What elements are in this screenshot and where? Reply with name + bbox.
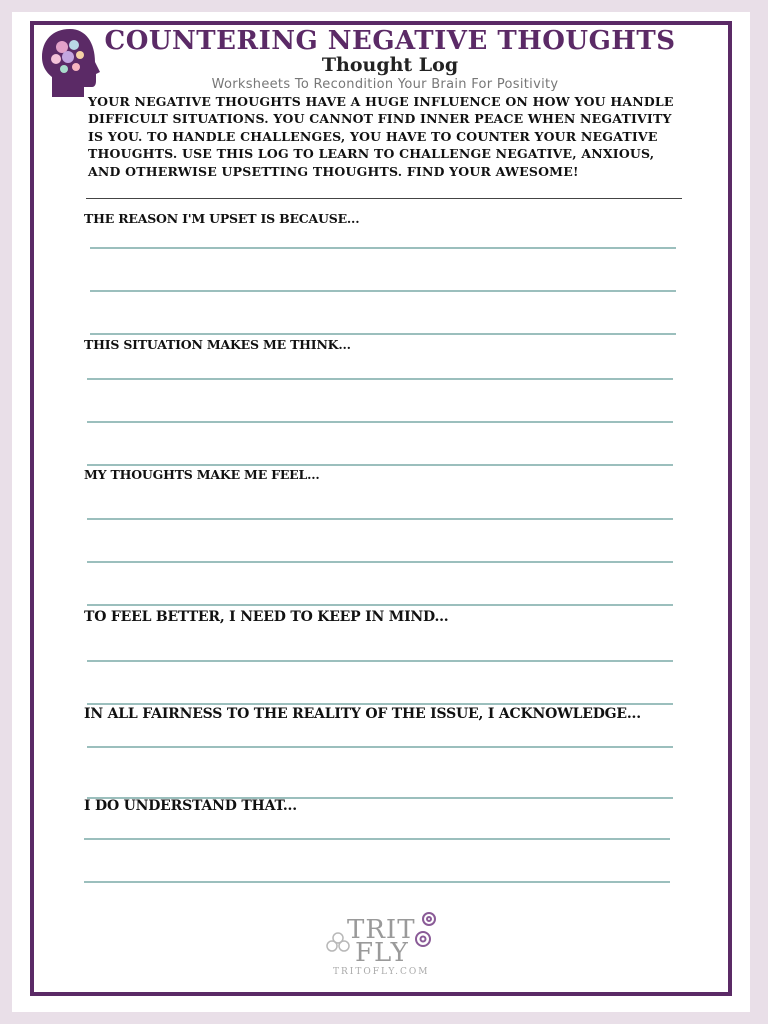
worksheet-tagline: Worksheets To Recondition Your Brain For Positivity	[211, 77, 559, 92]
prompt-thoughts-feel: MY THOUGHTS MAKE ME FEEL...	[84, 467, 320, 482]
logo-line-2: FLY	[355, 938, 409, 968]
prompt-upset-reason: THE REASON I'M UPSET IS BECAUSE...	[84, 211, 360, 226]
prompt-situation-think: THIS SITUATION MAKES ME THINK...	[84, 337, 351, 352]
intro-divider	[86, 198, 682, 199]
worksheet-title: COUNTERING NEGATIVE THOUGHTS	[104, 26, 676, 56]
logo-line-1: TRIT	[347, 915, 416, 945]
answer-line[interactable]	[87, 378, 673, 380]
answer-line[interactable]	[84, 838, 670, 840]
answer-line[interactable]	[87, 421, 673, 423]
gear-icon	[411, 909, 441, 955]
tritofly-logo	[325, 915, 445, 985]
answer-line[interactable]	[90, 247, 676, 249]
answer-line[interactable]	[90, 333, 676, 335]
prompt-feel-better: TO FEEL BETTER, I NEED TO KEEP IN MIND...	[84, 609, 449, 625]
answer-line[interactable]	[87, 746, 673, 748]
prompt-fairness-acknowledge: IN ALL FAIRNESS TO THE REALITY OF THE ISSUE, I ACKNOWLEDGE...	[84, 706, 641, 722]
answer-line[interactable]	[90, 290, 676, 292]
answer-line[interactable]	[87, 703, 673, 705]
logo-url: TRITOFLY.COM	[333, 967, 430, 977]
worksheet-subtitle: Thought Log	[321, 54, 459, 76]
intro-text: YOUR NEGATIVE THOUGHTS HAVE A HUGE INFLUENCE ON HOW YOU HANDLE DIFFICULT SITUATIONS. YOU CANNOT FIND INNER PEACE WHEN NEGATIVITY IS YOU. TO HANDLE CHALLENGES, YOU HAVE TO COUNTER YOUR NEGATIVE THOUGHTS. USE THIS LOG TO LEARN TO CHALLENGE NEGATIVE, ANXIOUS, AND OTHERWISE UPSETTING THOUGHTS. FIND YOUR AWESOME!	[88, 94, 674, 179]
brain-head-icon	[40, 27, 100, 99]
answer-line[interactable]	[87, 660, 673, 662]
answer-line[interactable]	[87, 604, 673, 606]
answer-line[interactable]	[84, 881, 670, 883]
answer-line[interactable]	[87, 464, 673, 466]
answer-line[interactable]	[87, 561, 673, 563]
prompt-understand: I DO UNDERSTAND THAT...	[84, 798, 297, 814]
answer-line[interactable]	[87, 518, 673, 520]
